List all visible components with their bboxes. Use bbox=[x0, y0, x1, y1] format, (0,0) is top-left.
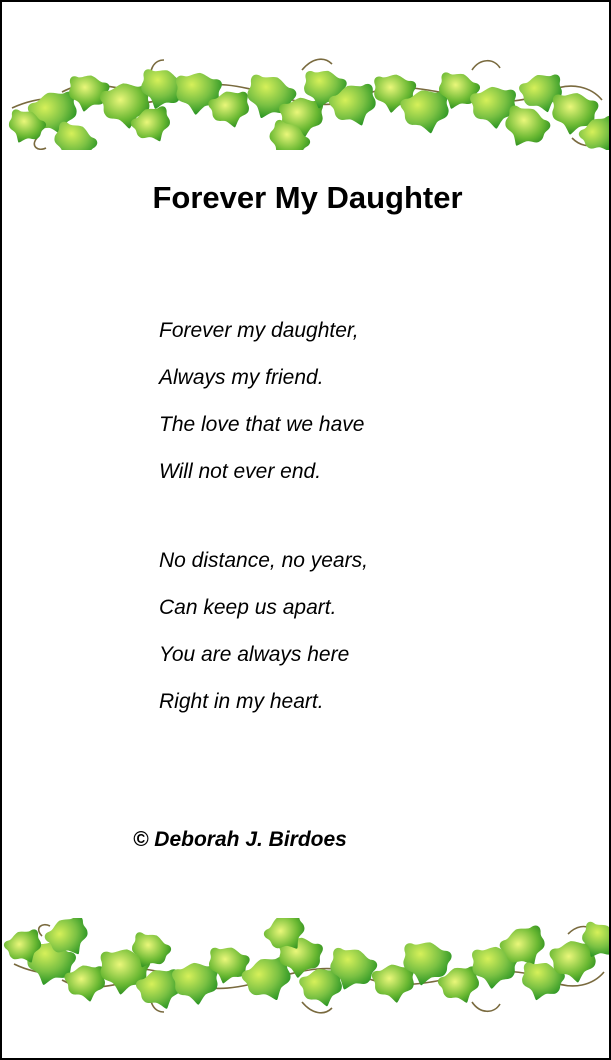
poem-body bbox=[159, 307, 559, 767]
poem-line: The love that we have bbox=[159, 413, 365, 436]
poem-line: Can keep us apart. bbox=[159, 596, 337, 619]
poem-line: Will not ever end. bbox=[159, 460, 322, 483]
poem-line: Forever my daughter, bbox=[159, 319, 359, 342]
poem-line: Always my friend. bbox=[159, 366, 324, 389]
page-title: Forever My Daughter bbox=[152, 180, 463, 215]
poem-line: You are always here bbox=[159, 643, 350, 666]
ivy-vine-border-top bbox=[2, 30, 611, 150]
poem-line: No distance, no years, bbox=[159, 549, 368, 572]
poem-stanza bbox=[159, 537, 559, 725]
ivy-vine-border-bottom bbox=[2, 918, 611, 1038]
poem-line: Right in my heart. bbox=[159, 690, 324, 713]
poem-stanza bbox=[159, 307, 559, 495]
author-credit: © Deborah J. Birdoes bbox=[133, 828, 347, 851]
